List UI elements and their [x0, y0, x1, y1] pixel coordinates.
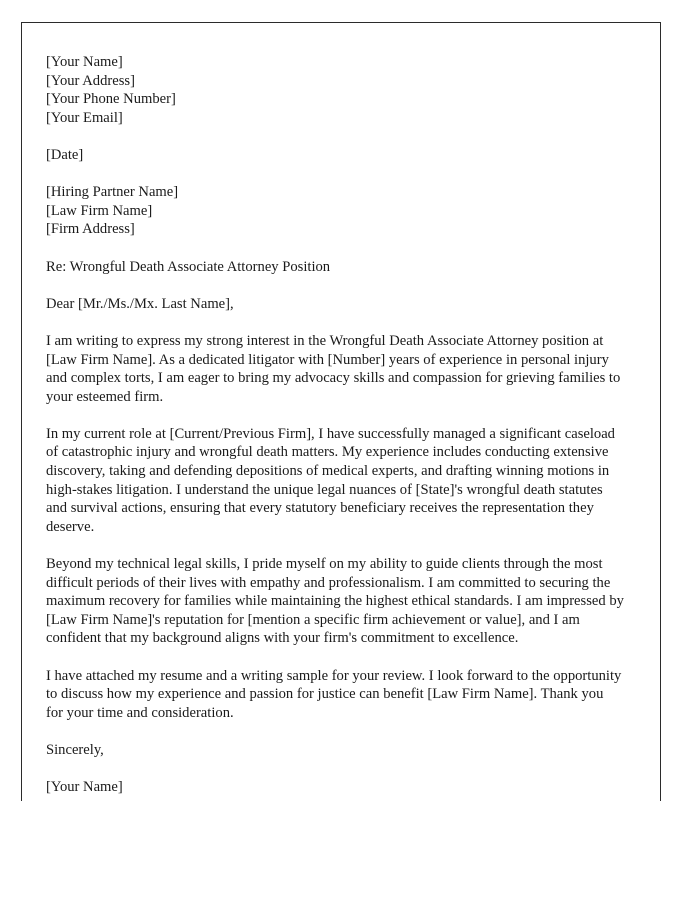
recipient-line-address: [Firm Address]	[46, 221, 135, 238]
recipient-line-partner: [Hiring Partner Name]	[46, 184, 179, 201]
sender-address-block	[46, 53, 624, 127]
sender-line-phone: [Your Phone Number]	[46, 91, 176, 108]
recipient-address-block	[46, 183, 624, 239]
signature-line: [Your Name]	[46, 779, 123, 796]
date-line: [Date]	[46, 146, 84, 163]
body-paragraph-2: In my current role at [Current/Previous Firm], I have successfully managed a significant caseload of catastrophic injury and wrongful death matters. My experience includes conducting extensive discovery, taking and defending depositions of medical experts, and drafting winning motions in high-stakes litigation. I understand the unique legal nuances of [State]'s wrongful death statutes and survival actions, ensuring that every statutory beneficiary receives the representation they deserve.	[46, 425, 615, 535]
document-page	[21, 22, 661, 801]
salutation-line: Dear [Mr./Ms./Mx. Last Name],	[46, 295, 234, 312]
body-paragraph-3: Beyond my technical legal skills, I pride myself on my ability to guide clients through the most difficult periods of their lives with empathy and professionalism. I am committed to securing the maximum recovery for families while maintaining the highest ethical standards. I am impressed by [Law Firm Name]'s reputation for [mention a specific firm achievement or value], and I am confident that my background aligns with your firm's commitment to excellence.	[46, 556, 624, 647]
letter-body	[46, 53, 624, 797]
body-paragraph-1: I am writing to express my strong interest in the Wrongful Death Associate Attorney position at [Law Firm Name]. As a dedicated litigator with [Number] years of experience in personal injury and complex torts, I am eager to bring my advocacy skills and compassion for grieving families to your esteemed firm.	[46, 332, 621, 405]
sender-line-email: [Your Email]	[46, 109, 123, 126]
sender-line-address: [Your Address]	[46, 72, 135, 89]
recipient-line-firm: [Law Firm Name]	[46, 202, 153, 219]
closing-line: Sincerely,	[46, 741, 104, 758]
sender-line-name: [Your Name]	[46, 54, 123, 70]
subject-line: Re: Wrongful Death Associate Attorney Position	[46, 258, 331, 275]
body-paragraph-4: I have attached my resume and a writing sample for your review. I look forward to the opportunity to discuss how my experience and passion for justice can benefit [Law Firm Name]. Thank you for your time and consideration.	[46, 667, 622, 721]
